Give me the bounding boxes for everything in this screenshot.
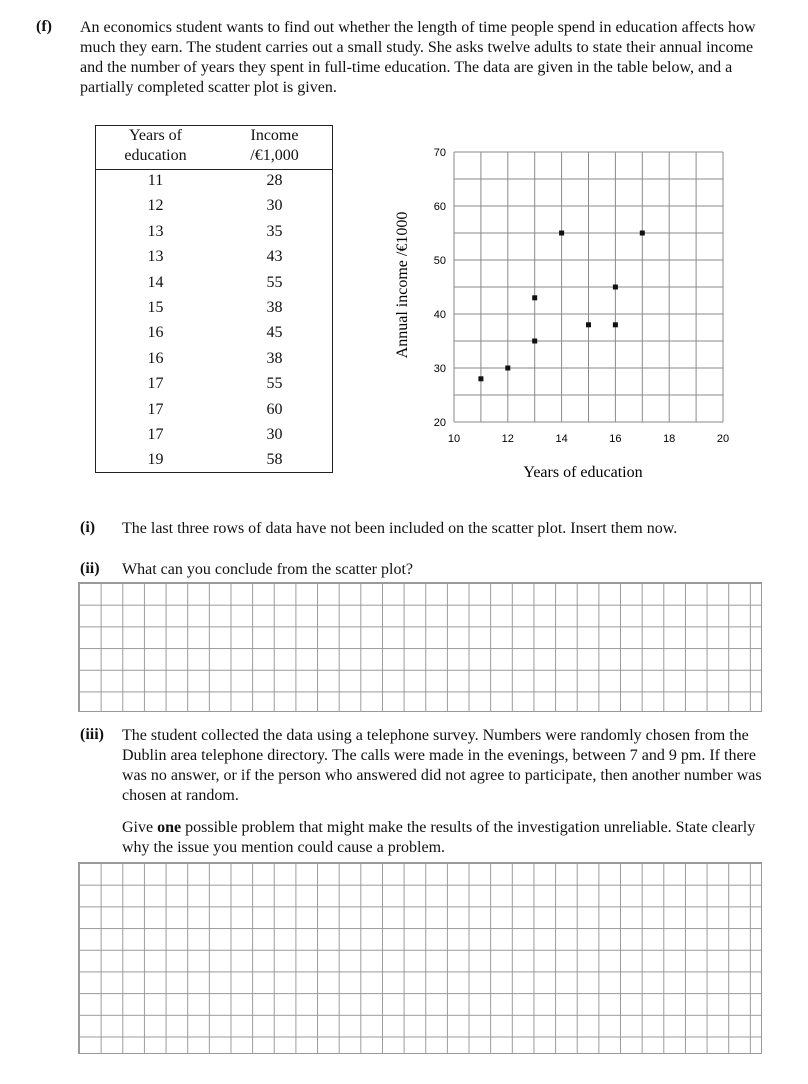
table-row <box>96 272 332 297</box>
x-tick-label: 10 <box>447 433 461 445</box>
intro-text: An economics student wants to find out whether the length of time people spend in education affects how much they earn. The student carries out a small study. She asks twelve adults to state their annual income and the number of years they spent in full-time education. The data are given in the table below, and a partially completed scatter plot is given. <box>80 19 756 96</box>
table-header <box>96 126 332 170</box>
data-table <box>95 125 333 473</box>
data-point <box>478 376 483 381</box>
cell-years: 15 <box>147 299 164 316</box>
question-f-label: (f) <box>36 18 52 35</box>
table-row <box>96 221 332 246</box>
cell-income: 28 <box>266 172 283 189</box>
cell-income: 55 <box>266 273 283 291</box>
prompt-bold: one <box>157 819 182 836</box>
cell-years: 12 <box>147 197 164 215</box>
cell-income: 38 <box>266 299 283 316</box>
cell-years: 17 <box>147 400 164 418</box>
data-point <box>559 231 564 236</box>
cell-income: 30 <box>266 426 283 443</box>
x-tick-label: 20 <box>716 433 730 445</box>
plot-ticks <box>434 147 729 445</box>
x-tick-label: 14 <box>555 433 568 445</box>
question-i-label: (i) <box>80 519 96 536</box>
cell-income: 60 <box>266 400 283 418</box>
scatter-plot <box>385 135 745 490</box>
header-years <box>96 126 215 166</box>
cell-income: 43 <box>266 248 283 266</box>
table-row <box>96 399 332 424</box>
data-point <box>532 295 537 300</box>
y-tick-label: 40 <box>433 309 446 321</box>
table-row <box>96 170 332 195</box>
prompt-after: possible problem that might make the results of the investigation unreliable. State clearly why the issue you mention could cause a problem. <box>122 819 756 856</box>
table-row <box>96 195 332 220</box>
data-point <box>640 231 645 236</box>
prompt-before: Give <box>122 819 158 836</box>
header-income <box>215 126 334 166</box>
y-tick-label: 70 <box>433 147 446 159</box>
data-point <box>613 285 618 290</box>
header-income-line1: Income <box>250 127 299 144</box>
question-i-text: The last three rows of data have not been included on the scatter plot. Insert them now. <box>122 520 678 537</box>
cell-years: 16 <box>147 349 164 367</box>
header-years-line1: Years of <box>128 127 183 144</box>
cell-income: 38 <box>266 349 283 367</box>
header-income-line2: /€1,000 <box>250 147 299 164</box>
cell-years: 19 <box>147 451 164 469</box>
table-row <box>96 322 332 347</box>
cell-years: 11 <box>147 172 164 189</box>
question-iii-prompt <box>122 818 772 858</box>
x-tick-label: 16 <box>609 433 622 445</box>
y-axis-label: Annual income /€1000 <box>394 211 411 359</box>
table-row <box>96 424 332 449</box>
data-point <box>505 366 510 371</box>
data-point <box>586 322 591 327</box>
question-iii-text: The student collected the data using a telephone survey. Numbers were randomly chosen from the Dublin area telephone directory. The calls were made in the evenings, between 7 and 9 pm. If there was no answer, or if the person who answered did not agree to participate, then another number was chosen at random. <box>122 727 762 804</box>
x-tick-label: 18 <box>663 433 676 445</box>
table-row <box>96 297 332 322</box>
data-point <box>613 322 618 327</box>
answer-grid-iii[interactable] <box>78 862 762 1054</box>
y-tick-label: 20 <box>433 417 446 429</box>
cell-years: 14 <box>147 273 164 291</box>
cell-income: 45 <box>266 324 283 342</box>
header-years-line2: education <box>124 147 187 164</box>
x-tick-label: 12 <box>501 433 514 445</box>
answer-grid-ii[interactable] <box>78 582 762 712</box>
x-axis-label: Years of education <box>523 464 643 481</box>
cell-income: 58 <box>266 451 283 469</box>
plot-grid <box>454 152 723 422</box>
cell-income: 30 <box>266 197 283 215</box>
table-row <box>96 348 332 373</box>
cell-income: 35 <box>266 222 283 240</box>
y-tick-label: 50 <box>433 255 446 267</box>
data-point <box>532 339 537 344</box>
cell-income: 55 <box>266 375 283 393</box>
question-ii-text: What can you conclude from the scatter plot? <box>122 561 413 578</box>
cell-years: 17 <box>147 375 164 393</box>
cell-years: 17 <box>147 426 164 443</box>
question-ii-label: (ii) <box>80 560 100 577</box>
cell-years: 13 <box>147 222 164 240</box>
table-row <box>96 449 332 474</box>
table-row <box>96 246 332 271</box>
y-tick-label: 30 <box>433 363 446 375</box>
cell-years: 16 <box>147 324 164 342</box>
table-row <box>96 373 332 398</box>
y-tick-label: 60 <box>433 201 446 213</box>
question-iii-label: (iii) <box>80 726 104 743</box>
cell-years: 13 <box>147 248 164 266</box>
